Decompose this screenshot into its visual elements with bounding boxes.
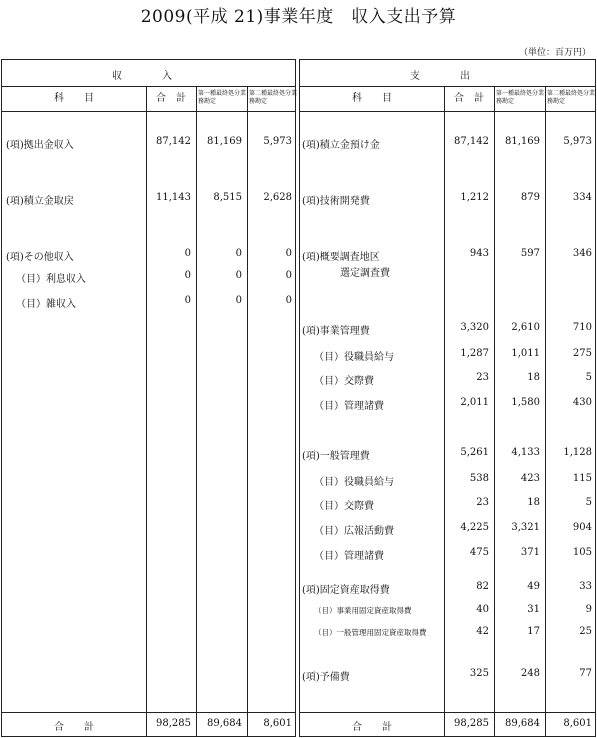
- row-cat1: 31: [527, 604, 540, 615]
- row-cat2: 8,601: [563, 718, 592, 729]
- row-total: 943: [469, 248, 489, 259]
- row-cat2: 77: [579, 668, 592, 679]
- row-cat1: 3,321: [511, 522, 540, 533]
- row-label: (項)技術開発費: [302, 196, 370, 207]
- row-cat1: 423: [520, 473, 540, 484]
- row-cat2: 334: [572, 192, 592, 203]
- row-label: （目）役職員給与: [314, 352, 394, 363]
- expense-header-total: 合 計: [454, 93, 484, 104]
- expense-section-label: 支 出: [410, 71, 470, 82]
- row-total: 87,142: [454, 136, 489, 147]
- row-label: （目）管理諸費: [314, 551, 384, 562]
- row-label: (項)一般管理費: [302, 451, 370, 462]
- row-cat2: 0: [285, 295, 292, 306]
- row-cat1: 18: [527, 372, 540, 383]
- row-total: 0: [184, 295, 191, 306]
- row-total: 87,142: [156, 136, 191, 147]
- expense-section-header: [300, 60, 595, 86]
- row-total: 98,285: [156, 718, 191, 729]
- row-cat2: 904: [572, 522, 592, 533]
- row-total: 475: [469, 547, 489, 558]
- row-cat1: 8,515: [213, 192, 242, 203]
- row-cat2: 8,601: [263, 718, 292, 729]
- expense-panel: [299, 59, 596, 737]
- row-total: 42: [476, 626, 489, 637]
- row-label: （目）一般管理用固定資産取得費: [314, 628, 427, 637]
- row-cat1: 89,684: [505, 718, 540, 729]
- row-total: 5,261: [460, 447, 489, 458]
- row-cat1: 81,169: [207, 136, 242, 147]
- row-total: 23: [476, 372, 489, 383]
- row-label: 合 計: [352, 722, 392, 733]
- row-label: （目）事業用固定資産取得費: [314, 606, 412, 615]
- row-cat1: 371: [520, 547, 540, 558]
- income-header-cat2: 第二種最終処分業務勘定: [249, 90, 298, 105]
- row-total: 11,143: [156, 192, 191, 203]
- row-total: 40: [476, 604, 489, 615]
- row-label: (項)積立金預け金: [302, 140, 380, 151]
- row-label: （目）広報活動費: [314, 526, 394, 537]
- row-total: 0: [184, 270, 191, 281]
- row-total: 1,287: [460, 348, 489, 359]
- row-cat1: 1,580: [511, 397, 540, 408]
- row-label: (項)その他収入: [6, 252, 74, 263]
- row-total: 4,225: [460, 522, 489, 533]
- page-title: 2009(平成 21)事業年度 収入支出予算: [140, 7, 457, 27]
- row-total: 2,011: [460, 397, 489, 408]
- row-cat1: 49: [527, 581, 540, 592]
- budget-table: [0, 59, 597, 738]
- row-label: (項)積立金取戻: [6, 196, 74, 207]
- row-total: 82: [476, 581, 489, 592]
- row-cat1: 2,610: [511, 322, 540, 333]
- row-cat1: 879: [520, 192, 540, 203]
- row-label: （目）利息収入: [16, 274, 86, 285]
- row-total: 538: [469, 473, 489, 484]
- row-cat1: 81,169: [505, 136, 540, 147]
- row-cat1: 0: [235, 295, 242, 306]
- row-cat2: 710: [572, 322, 592, 333]
- row-cat2: 9: [585, 604, 592, 615]
- row-cat2: 430: [572, 397, 592, 408]
- income-section-label: 収 入: [112, 71, 172, 82]
- income-header-cat1: 第一種最終処分業務勘定: [198, 90, 247, 105]
- row-cat1: 4,133: [511, 447, 540, 458]
- row-cat2: 25: [579, 626, 592, 637]
- row-cat2: 346: [572, 248, 592, 259]
- row-cat2: 5,973: [563, 136, 592, 147]
- row-label: (項)事業管理費: [302, 326, 370, 337]
- row-total: 325: [469, 668, 489, 679]
- expense-header-cat1: 第一種最終処分業務勘定: [496, 90, 545, 105]
- row-cat1: 248: [520, 668, 540, 679]
- row-cat2: 5: [585, 372, 592, 383]
- row-cat1: 17: [527, 626, 540, 637]
- row-label: （目）交際費: [314, 501, 374, 512]
- row-total: 1,212: [460, 192, 489, 203]
- row-total: 98,285: [454, 718, 489, 729]
- row-label: (項)予備費: [302, 672, 350, 683]
- row-label: （目）役職員給与: [314, 477, 394, 488]
- income-panel: [1, 59, 296, 737]
- row-label: 合 計: [54, 722, 94, 733]
- unit-label: （単位：百万円）: [518, 48, 591, 58]
- row-cat1: 18: [527, 497, 540, 508]
- expense-header-cat2: 第二種最終処分業務勘定: [547, 90, 596, 105]
- row-cat1: 0: [235, 270, 242, 281]
- row-cat1: 0: [235, 248, 242, 259]
- row-label: （目）管理諸費: [314, 401, 384, 412]
- row-cat1: 89,684: [207, 718, 242, 729]
- income-section-header: [2, 60, 295, 86]
- row-cat2: 2,628: [263, 192, 292, 203]
- income-header-total: 合 計: [156, 93, 186, 104]
- row-cat2: 0: [285, 248, 292, 259]
- row-label: (項)固定資産取得費: [302, 585, 390, 596]
- expense-header-item: 科 目: [352, 93, 392, 104]
- row-label: （目）交際費: [314, 376, 374, 387]
- row-cat2: 0: [285, 270, 292, 281]
- row-cat2: 5: [585, 497, 592, 508]
- row-cat1: 597: [520, 248, 540, 259]
- row-label: (項)概要調査地区: [302, 252, 380, 263]
- row-cat1: 1,011: [511, 348, 540, 359]
- income-header-item: 科 目: [54, 93, 94, 104]
- row-label-continued: 選定調査費: [340, 268, 390, 279]
- row-label: (項)拠出金収入: [6, 140, 74, 151]
- row-total: 0: [184, 248, 191, 259]
- row-cat2: 1,128: [563, 447, 592, 458]
- row-cat2: 105: [572, 547, 592, 558]
- row-label: （目）雑収入: [16, 299, 76, 310]
- row-cat2: 33: [579, 581, 592, 592]
- row-cat2: 115: [572, 473, 592, 484]
- row-cat2: 5,973: [263, 136, 292, 147]
- row-total: 23: [476, 497, 489, 508]
- row-total: 3,320: [460, 322, 489, 333]
- row-cat2: 275: [572, 348, 592, 359]
